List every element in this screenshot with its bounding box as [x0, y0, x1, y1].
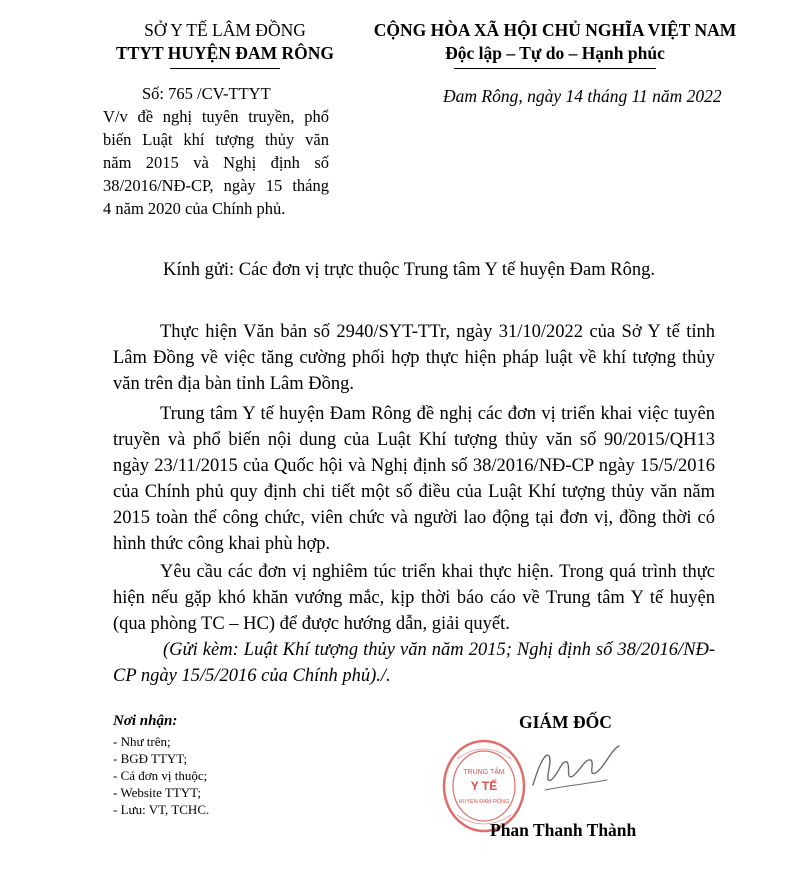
subject-line: biến Luật khí tượng thủy văn [103, 130, 329, 149]
attachment-line: (Gửi kèm: Luật Khí tượng thủy văn năm 2015; Nghị định số 38/2016/NĐ- [163, 640, 715, 660]
subject-line: V/v đề nghị tuyên truyền, phổ [103, 107, 329, 126]
issuing-ministry: SỞ Y TẾ LÂM ĐỒNG [144, 20, 306, 40]
recipients-title: Nơi nhận: [113, 713, 178, 729]
motto-underline [454, 68, 656, 69]
body-line: Thực hiện Văn bản số 2940/SYT-TTr, ngày 31/10/2022 của Sở Y tế tỉnh [160, 322, 715, 342]
body-line: của Chính phủ quy định chi tiết một số điều của Luật Khí tượng thủy văn năm [113, 482, 715, 502]
seal-text-line1: TRUNG TÂM [463, 769, 505, 776]
recipient-item: - Website TTYT; [113, 785, 202, 800]
body-line: (qua phòng TC – HC) để được hướng dẫn, giải quyết. [113, 614, 510, 634]
body-line: hình thức công khai phù hợp. [113, 534, 331, 554]
signer-name: Phan Thanh Thành [490, 820, 637, 840]
subject-line: năm 2015 và Nghị định số [103, 153, 329, 172]
country-name: CỘNG HÒA XÃ HỘI CHỦ NGHĨA VIỆT NAM [373, 20, 737, 40]
body-line: Lâm Đồng về việc tăng cường phối hợp thực hiện pháp luật về khí tượng thủy [113, 348, 715, 368]
body-line: hiện nếu gặp khó khăn vướng mắc, kịp thời báo cáo về Trung tâm Y tế huyện [113, 588, 715, 608]
body-line: Trung tâm Y tế huyện Đam Rông đề nghị các đơn vị triển khai việc tuyên [160, 404, 715, 424]
subject-line: 4 năm 2020 của Chính phủ. [103, 199, 286, 218]
issuing-agency: TTYT HUYỆN ĐAM RÔNG [116, 43, 334, 63]
body-line: Yêu cầu các đơn vị nghiêm túc triển khai thực hiện. Trong quá trình thực [160, 562, 715, 582]
handwritten-signature-icon [515, 740, 625, 800]
body-line: ngày 23/11/2015 của Quốc hội và Nghị định số 38/2016/NĐ-CP ngày 15/5/2016 [113, 456, 715, 476]
recipient-line: Kính gửi: Các đơn vị trực thuộc Trung tâm Y tế huyện Đam Rông. [163, 260, 655, 280]
recipient-item: - BGĐ TTYT; [113, 751, 188, 766]
document-number: Số: 765 /CV-TTYT [142, 84, 271, 103]
body-line: truyền và phổ biến nội dung của Luật Khí tượng thủy văn số 90/2015/QH13 [113, 430, 715, 450]
attachment-line: CP ngày 15/5/2016 của Chính phủ)./. [113, 666, 391, 686]
seal-text-line3: HUYỆN ĐAM RÔNG [458, 799, 510, 805]
signer-title: GIÁM ĐỐC [519, 712, 612, 732]
seal-text-line2: Y TẾ [470, 779, 498, 793]
recipient-item: - Lưu: VT, TCHC. [113, 802, 210, 817]
place-and-date: Đam Rông, ngày 14 tháng 11 năm 2022 [443, 86, 722, 106]
recipient-item: - Cá đơn vị thuộc; [113, 768, 208, 783]
body-line: 2015 toàn thể công chức, viên chức và người lao động tại đơn vị, đồng thời có [113, 508, 715, 528]
recipient-item: - Như trên; [113, 734, 171, 749]
subject-line: 38/2016/NĐ-CP, ngày 15 tháng [103, 176, 329, 195]
agency-underline [170, 68, 280, 69]
body-line: văn trên địa bàn tỉnh Lâm Đồng. [113, 374, 354, 394]
national-motto: Độc lập – Tự do – Hạnh phúc [445, 43, 665, 63]
